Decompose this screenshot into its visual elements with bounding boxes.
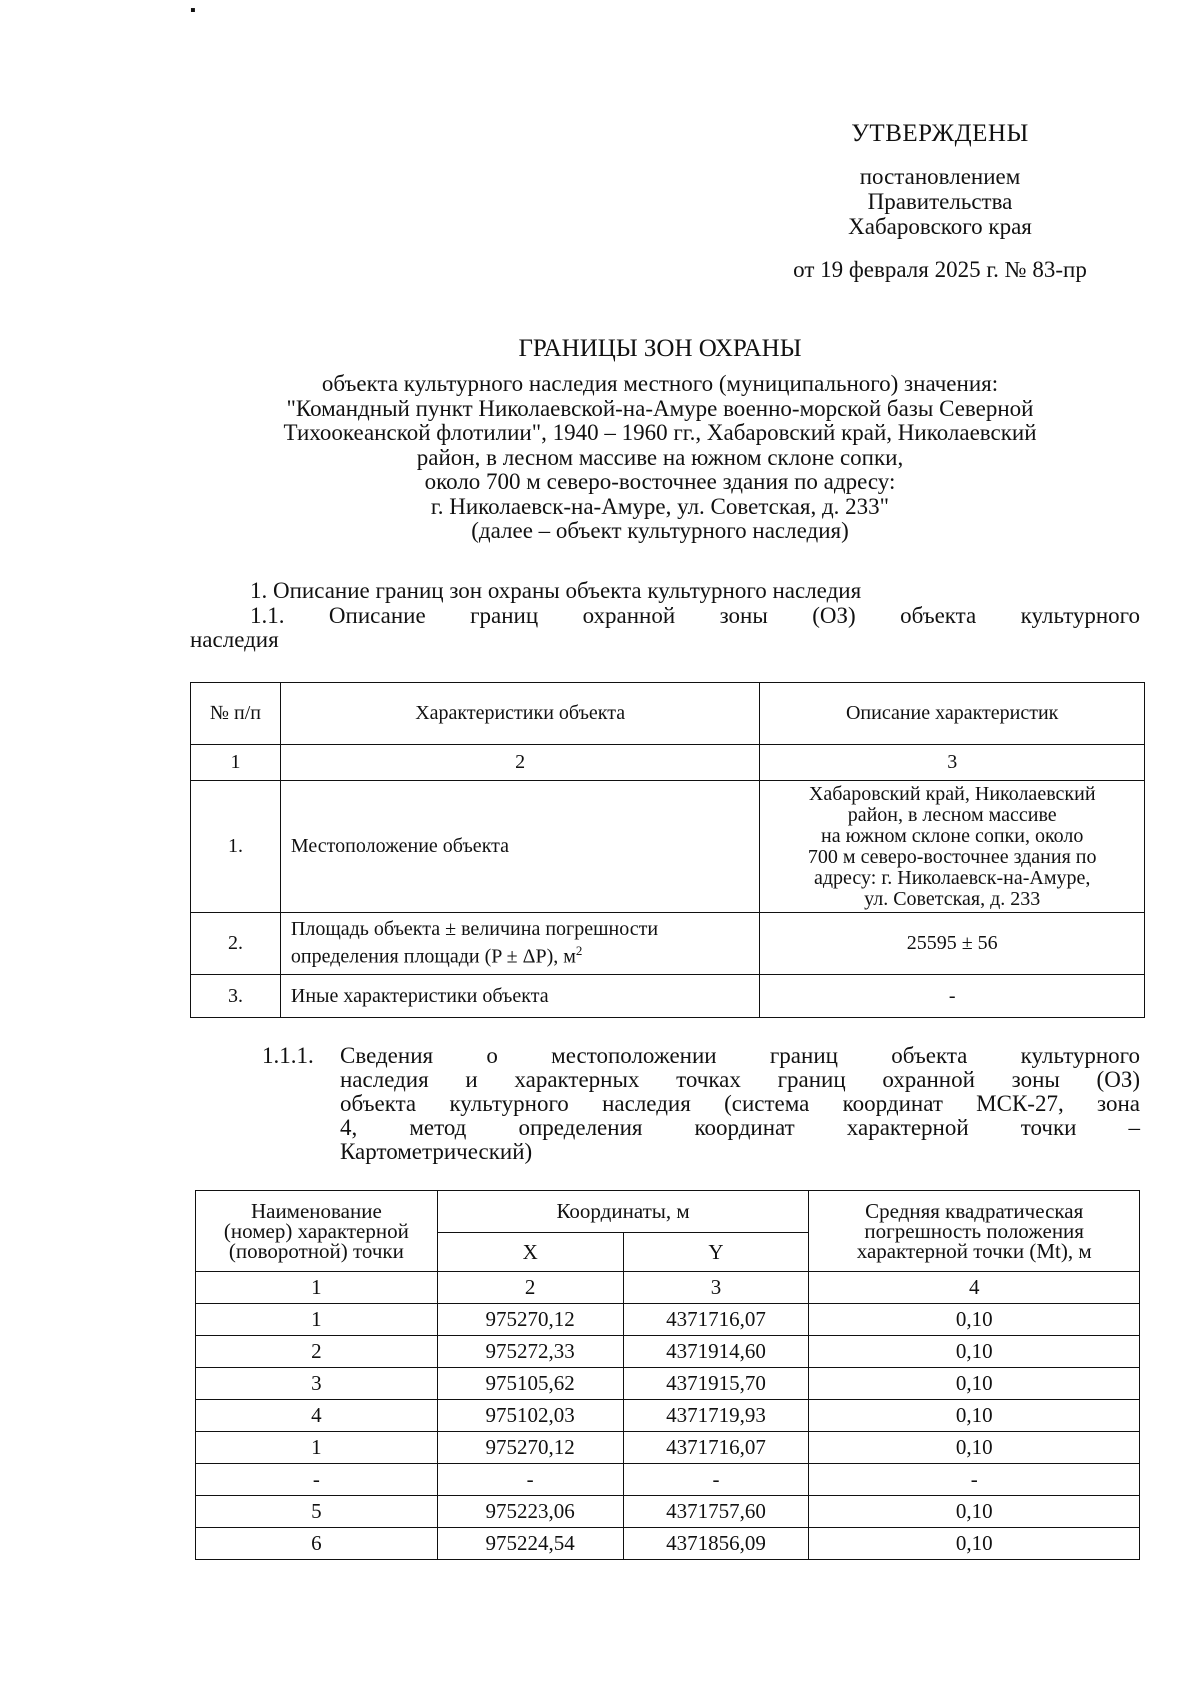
point-error: - xyxy=(809,1464,1140,1496)
column-header: № п/п xyxy=(191,683,281,745)
point-error: 0,10 xyxy=(809,1368,1140,1400)
description-line: ул. Советская, д. 233 xyxy=(864,887,1041,910)
scan-mark: ▪ xyxy=(190,2,196,19)
approval-block xyxy=(740,120,1140,283)
approval-date: от 19 февраля 2025 г. № 83-пр xyxy=(793,257,1087,282)
coord-x: 975270,12 xyxy=(437,1432,623,1464)
subtitle-line: около 700 м северо-восточнее здания по адресу: xyxy=(424,469,896,494)
coord-y: 4371856,09 xyxy=(623,1528,809,1560)
column-number: 1 xyxy=(191,745,281,781)
row-name-line: Площадь объекта ± величина погрешности xyxy=(290,918,659,941)
subtitle-line: объекта культурного наследия местного (муниципального) значения: xyxy=(321,371,999,396)
approval-line: Правительства xyxy=(867,189,1013,214)
table-row xyxy=(196,1400,1140,1432)
description-line: район, в лесном массиве xyxy=(847,803,1057,826)
subtitle-line: (далее – объект культурного наследия) xyxy=(471,518,849,543)
coord-x: 975102,03 xyxy=(437,1400,623,1432)
description-line: Хабаровский край, Николаевский xyxy=(808,782,1096,805)
column-number: 1 xyxy=(196,1272,438,1304)
column-header: Описание характеристик xyxy=(760,683,1145,745)
column-header-error xyxy=(809,1191,1140,1272)
subtitle-line: г. Николаевск-на-Амуре, ул. Советская, д. 233" xyxy=(430,493,890,519)
coord-y: 4371719,93 xyxy=(623,1400,809,1432)
column-number: 3 xyxy=(760,745,1145,781)
point-name: 6 xyxy=(196,1528,438,1560)
coord-x: 975224,54 xyxy=(437,1528,623,1560)
superscript: 2 xyxy=(575,943,583,959)
header-line: погрешность положения xyxy=(864,1219,1084,1243)
point-error: 0,10 xyxy=(809,1400,1140,1432)
table-row xyxy=(196,1528,1140,1560)
document-subtitle xyxy=(180,372,1140,544)
subsection-number: 1.1.1. xyxy=(262,1043,314,1068)
point-name: - xyxy=(196,1464,438,1496)
coord-x: 975223,06 xyxy=(437,1496,623,1528)
subsection-heading: 1.1. Описание границ охранной зоны (ОЗ) объекта культурного xyxy=(250,603,1140,628)
row-number: 2. xyxy=(191,913,281,975)
section-heading: 1. Описание границ зон охраны объекта культурного наследия xyxy=(250,578,862,603)
row-number: 3. xyxy=(191,975,281,1018)
description-line: 700 м северо-восточнее здания по xyxy=(807,845,1097,868)
point-error: 0,10 xyxy=(809,1432,1140,1464)
column-number: 4 xyxy=(809,1272,1140,1304)
column-number-row xyxy=(196,1272,1140,1304)
description-line: адресу: г. Николаевск-на-Амуре, xyxy=(813,866,1091,889)
column-number: 2 xyxy=(437,1272,623,1304)
table-row xyxy=(191,975,1145,1018)
table-row xyxy=(196,1368,1140,1400)
header-line: (поворотной) точки xyxy=(228,1239,404,1263)
approval-line: постановлением xyxy=(859,164,1021,189)
row-name-line xyxy=(291,940,753,968)
subsection-text-line: объекта культурного наследия (система координат МСК-27, зона xyxy=(340,1091,1140,1116)
header-line: Средняя квадратическая xyxy=(865,1199,1084,1223)
header-line: характерной точки (Mt), м xyxy=(856,1239,1092,1263)
point-name: 1 xyxy=(196,1432,438,1464)
subsection-text-line: Сведения о местоположении границ объекта культурного xyxy=(340,1043,1140,1068)
coord-y: 4371716,07 xyxy=(623,1304,809,1336)
coordinates-table xyxy=(195,1190,1140,1560)
point-name: 3 xyxy=(196,1368,438,1400)
approval-line: Хабаровского края xyxy=(848,214,1032,239)
coord-x: - xyxy=(437,1464,623,1496)
table-row xyxy=(196,1496,1140,1528)
table-header-row xyxy=(191,683,1145,745)
row-number: 1. xyxy=(191,781,281,913)
coord-y: 4371716,07 xyxy=(623,1432,809,1464)
row-description: - xyxy=(760,975,1145,1018)
point-error: 0,10 xyxy=(809,1528,1140,1560)
row-name xyxy=(280,913,759,975)
row-description: 25595 ± 56 xyxy=(760,913,1145,975)
column-number-row xyxy=(191,745,1145,781)
coord-x: 975105,62 xyxy=(437,1368,623,1400)
point-name: 4 xyxy=(196,1400,438,1432)
column-header-coords: Координаты, м xyxy=(437,1191,809,1233)
header-line: (номер) характерной xyxy=(223,1219,409,1243)
object-characteristics-table xyxy=(190,682,1145,1018)
table-row xyxy=(191,913,1145,975)
subsection-text-line: 4, метод определения координат характерной точки – xyxy=(340,1115,1140,1140)
header-line: Наименование xyxy=(250,1199,382,1223)
table-row xyxy=(191,781,1145,913)
table-row xyxy=(196,1464,1140,1496)
approval-title: УТВЕРЖДЕНЫ xyxy=(851,120,1029,147)
page-title: ГРАНИЦЫ ЗОН ОХРАНЫ xyxy=(518,335,802,362)
column-header-point xyxy=(196,1191,438,1272)
coord-y: - xyxy=(623,1464,809,1496)
table-row xyxy=(196,1336,1140,1368)
coord-x: 975272,33 xyxy=(437,1336,623,1368)
point-error: 0,10 xyxy=(809,1304,1140,1336)
subtitle-line: район, в лесном массиве на южном склоне сопки, xyxy=(416,444,904,470)
column-header: Характеристики объекта xyxy=(280,683,759,745)
subtitle-line: Тихоокеанской флотилии", 1940 – 1960 гг., Хабаровский край, Николаевский xyxy=(283,420,1037,445)
column-number: 2 xyxy=(280,745,759,781)
coord-y: 4371915,70 xyxy=(623,1368,809,1400)
point-name: 5 xyxy=(196,1496,438,1528)
coord-x: 975270,12 xyxy=(437,1304,623,1336)
point-error: 0,10 xyxy=(809,1336,1140,1368)
row-description xyxy=(760,781,1145,913)
row-name-text: определения площади (P ± ΔP), м xyxy=(290,945,576,968)
row-name: Иные характеристики объекта xyxy=(280,975,759,1018)
coord-y: 4371914,60 xyxy=(623,1336,809,1368)
description-line: на южном склоне сопки, около xyxy=(820,824,1084,847)
subsection-text-line: наследия и характерных точках границ охранной зоны (ОЗ) xyxy=(340,1067,1140,1092)
row-name: Местоположение объекта xyxy=(280,781,759,913)
table-row xyxy=(196,1432,1140,1464)
subtitle-line: "Командный пункт Николаевской-на-Амуре военно-морской базы Северной xyxy=(286,395,1034,421)
column-number: 3 xyxy=(623,1272,809,1304)
subsection-heading-cont: наследия xyxy=(190,627,279,652)
point-name: 2 xyxy=(196,1336,438,1368)
subsection-text-line: Картометрический) xyxy=(340,1139,533,1164)
coord-y: 4371757,60 xyxy=(623,1496,809,1528)
point-error: 0,10 xyxy=(809,1496,1140,1528)
column-header-y: Y xyxy=(623,1232,809,1272)
table-row xyxy=(196,1304,1140,1336)
table-header-row xyxy=(196,1191,1140,1233)
column-header-x: X xyxy=(437,1232,623,1272)
point-name: 1 xyxy=(196,1304,438,1336)
